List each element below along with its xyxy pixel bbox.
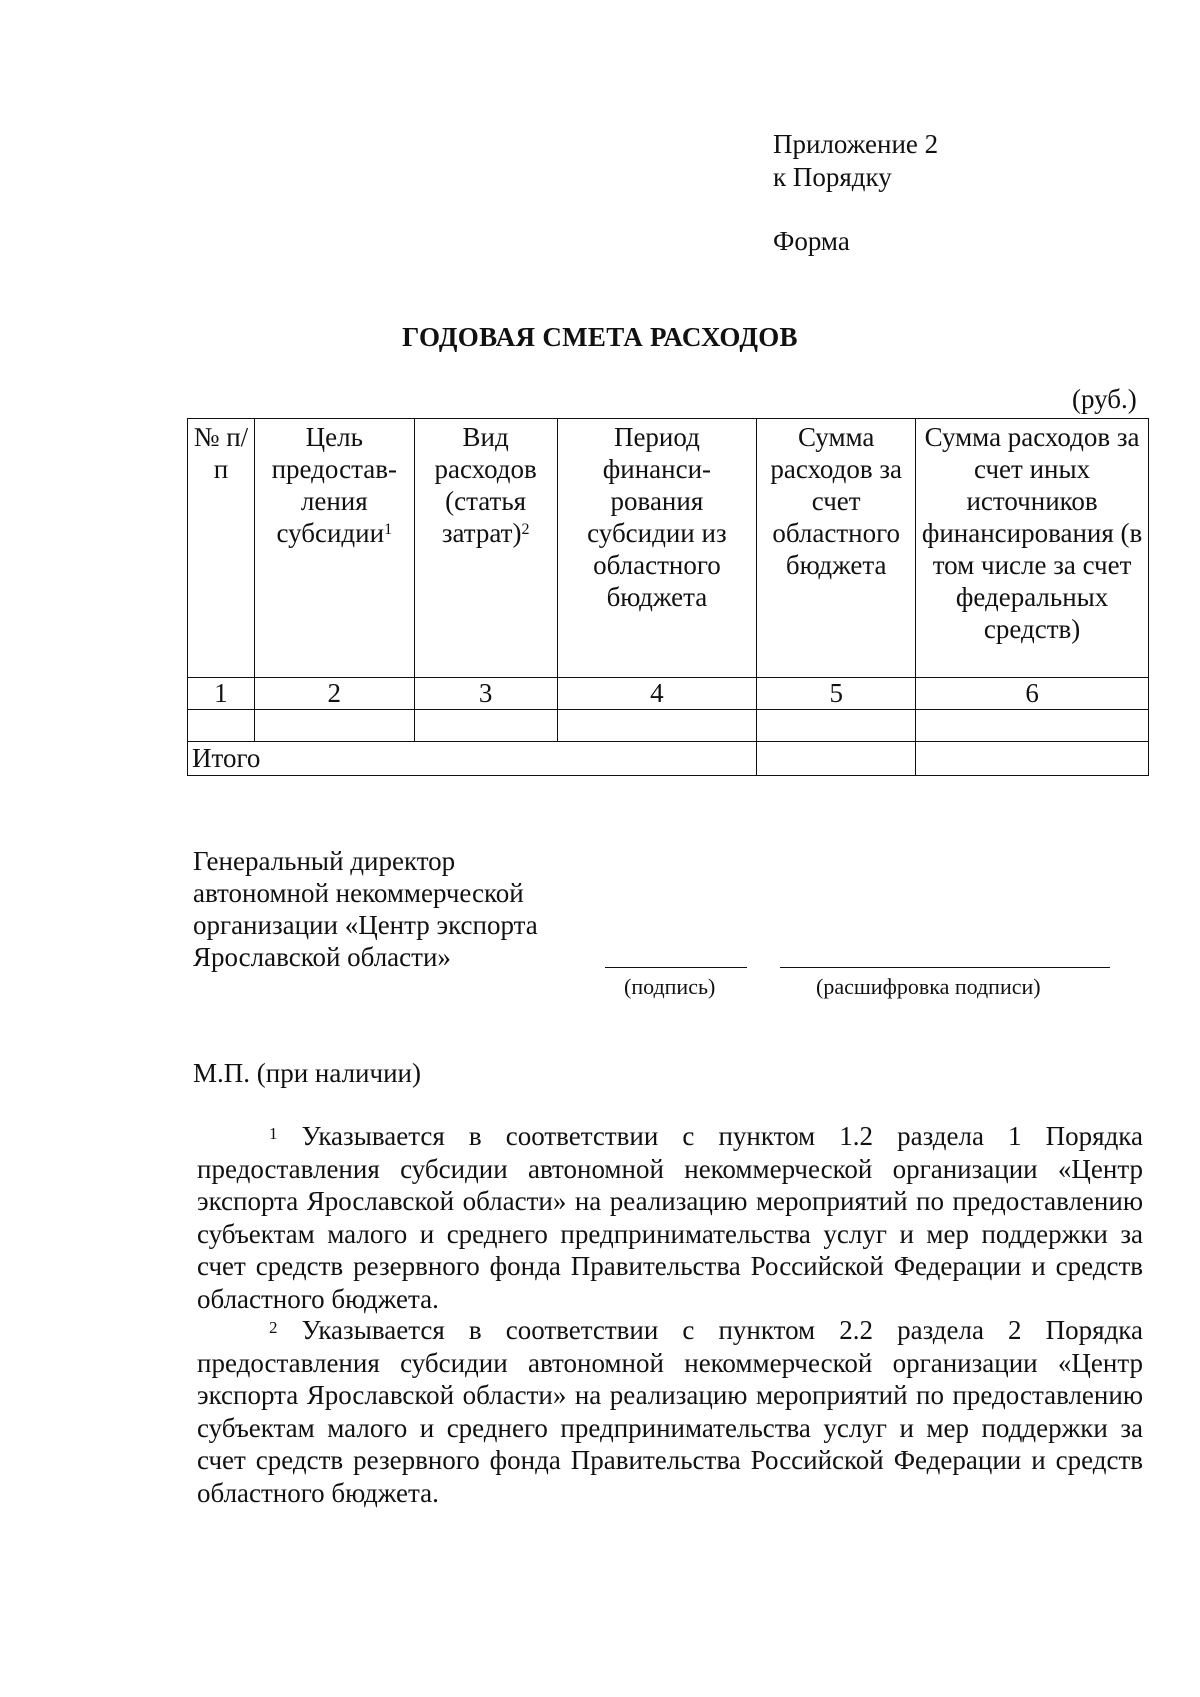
stamp-place: М.П. (при наличии) bbox=[193, 1058, 421, 1088]
column-header bbox=[188, 419, 255, 678]
table-row bbox=[188, 710, 1149, 742]
footnote-marker: 2 bbox=[269, 1318, 278, 1337]
table-cell bbox=[557, 710, 757, 742]
signer-line: Генеральный директор bbox=[193, 846, 456, 876]
table-cell bbox=[916, 710, 1149, 742]
total-other-cell bbox=[916, 742, 1149, 776]
signer-line: организации «Центр экспорта bbox=[193, 910, 538, 940]
footnote-marker: 1 bbox=[269, 1124, 278, 1143]
table-cell bbox=[414, 710, 557, 742]
column-number-row bbox=[188, 678, 1149, 710]
document-title: ГОДОВАЯ СМЕТА РАСХОДОВ bbox=[402, 322, 798, 352]
signer-line: автономной некоммерческой bbox=[193, 878, 524, 908]
column-number: 1 bbox=[188, 678, 255, 710]
footnote-text: Указывается в соответствии с пунктом 1.2 раздела 1 Порядка предоставления субсидии автономной некоммерческой организации «Центр экспорта Ярославской области» на реализацию мероприятий по предоставлению субъектам малого и среднего предпринимательства услуг и мер поддержки за счет средств резервного фонда Правительства Российской Федерации и средств областного бюджета. bbox=[197, 1121, 1143, 1314]
header-text: Период финанси-рования субсидии из областного бюджета bbox=[587, 422, 727, 612]
signer-title bbox=[193, 845, 538, 973]
column-header bbox=[254, 419, 414, 678]
annex-number: Приложение 2 bbox=[773, 129, 939, 159]
column-number: 3 bbox=[414, 678, 557, 710]
footnote-mark: 2 bbox=[521, 521, 530, 538]
annex-to-order: к Порядку bbox=[773, 162, 892, 192]
header-text: Сумма расходов за счет иных источников финансирования (в том числе за счет федеральных средств) bbox=[921, 422, 1143, 644]
form-label: Форма bbox=[773, 226, 850, 256]
header-text: Цель предостав-ления субсидии bbox=[271, 422, 397, 548]
total-row bbox=[188, 742, 1149, 776]
header-text: Сумма расходов за счет областного бюджета bbox=[770, 422, 903, 580]
table-cell bbox=[254, 710, 414, 742]
column-header bbox=[414, 419, 557, 678]
table-cell bbox=[757, 710, 916, 742]
footnote bbox=[197, 1120, 1143, 1315]
column-number: 5 bbox=[757, 678, 916, 710]
total-label: Итого bbox=[188, 742, 757, 776]
header-text: Вид расходов (статья затрат) bbox=[434, 422, 537, 548]
signature-decode-caption: (расшифровка подписи) bbox=[816, 974, 1041, 999]
total-regional-cell bbox=[757, 742, 916, 776]
footnote-mark: 1 bbox=[384, 521, 393, 538]
column-header bbox=[916, 419, 1149, 678]
annex-reference bbox=[773, 128, 938, 194]
signer-line: Ярославской области» bbox=[193, 942, 451, 972]
currency-unit: (руб.) bbox=[1072, 384, 1137, 414]
signature-decode-line bbox=[780, 967, 1110, 968]
column-header bbox=[557, 419, 757, 678]
header-text: № п/п bbox=[193, 422, 249, 484]
column-number: 2 bbox=[254, 678, 414, 710]
footnote-text: Указывается в соответствии с пунктом 2.2 раздела 2 Порядка предоставления субсидии автономной некоммерческой организации «Центр экспорта Ярославской области» на реализацию мероприятий по предоставлению субъектам малого и среднего предпринимательства услуг и мер поддержки за счет средств резервного фонда Правительства Российской Федерации и средств областного бюджета. bbox=[197, 1315, 1143, 1508]
table-cell bbox=[188, 710, 255, 742]
column-number: 6 bbox=[916, 678, 1149, 710]
signature-line bbox=[605, 967, 747, 968]
column-header bbox=[757, 419, 916, 678]
table-header-row bbox=[188, 419, 1149, 678]
footnote bbox=[197, 1314, 1143, 1509]
signature-caption: (подпись) bbox=[624, 974, 716, 999]
expense-estimate-table bbox=[187, 418, 1149, 776]
column-number: 4 bbox=[557, 678, 757, 710]
